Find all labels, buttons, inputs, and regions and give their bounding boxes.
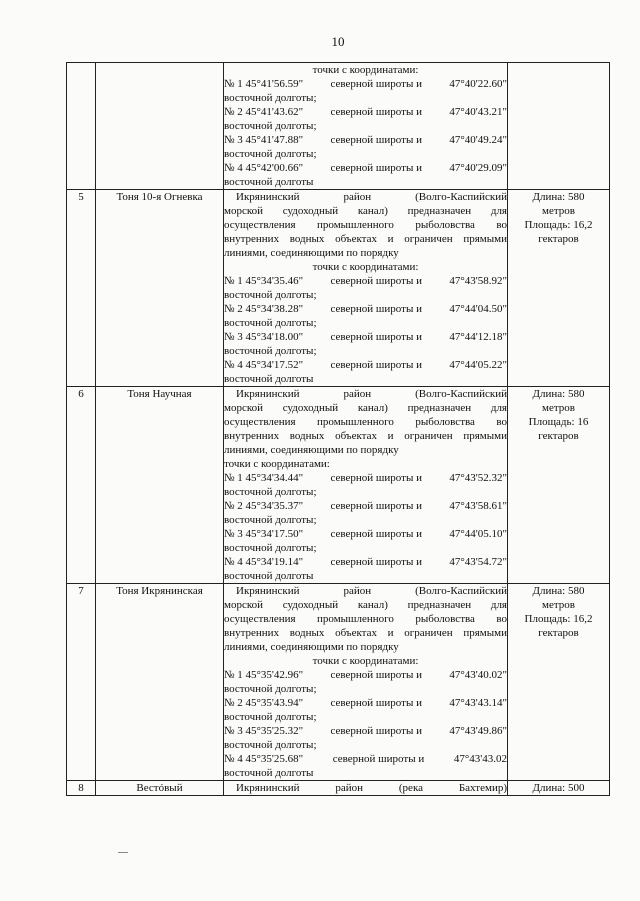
coordinate-lon: 47°44'12.18" <box>449 331 507 343</box>
coordinate-lon: 47°43'49.86" <box>449 725 507 737</box>
coordinate-lon: 47°43'43.14" <box>449 697 507 709</box>
coordinate-lon: 47°44'05.10" <box>449 528 507 540</box>
coordinate-tail: восточной долготы; <box>224 514 317 526</box>
coordinate-line <box>224 161 507 175</box>
size-area-unit: гектаров <box>538 233 579 245</box>
area-description-cell <box>224 190 508 387</box>
coordinate-tail: восточной долготы; <box>224 289 317 301</box>
area-name-cell: Тоня 10-я Огневка <box>96 190 224 387</box>
row-number-cell: 5 <box>67 190 96 387</box>
coordinate-line <box>224 555 507 569</box>
size-length: Длина: 580 <box>532 585 585 597</box>
coordinate-mid: северной широты и <box>330 472 422 484</box>
coordinate-line <box>224 302 507 316</box>
coordinate-label: № 4 45°34'17.52" <box>224 359 304 371</box>
coordinate-line <box>224 668 507 682</box>
description-body: морской судоходный канал) предназначен для осуществления промышленного рыболовства во внутренних водных объектах и ограничен прямыми линиями, соединяющими по порядку <box>224 599 507 653</box>
points-header: точки с координатами: <box>312 655 419 667</box>
coordinate-tail: восточной долготы; <box>224 739 317 751</box>
coordinate-line <box>224 499 507 513</box>
table-row <box>67 387 610 584</box>
coordinate-label: № 1 45°35'42.96" <box>224 669 304 681</box>
coordinate-tail: восточной долготы; <box>224 486 317 498</box>
coordinate-lon: 47°40'43.21" <box>449 106 507 118</box>
coordinate-list <box>224 471 507 583</box>
coordinate-line <box>224 527 507 541</box>
area-size-cell <box>508 387 610 584</box>
coordinate-mid: северной широты и <box>330 134 422 146</box>
coordinate-mid: северной широты и <box>330 162 422 174</box>
fishing-areas-table <box>66 62 610 796</box>
size-area-unit: гектаров <box>538 627 579 639</box>
coordinate-mid: северной широты и <box>330 359 422 371</box>
coordinate-tail: восточной долготы; <box>224 711 317 723</box>
coordinate-line <box>224 133 507 147</box>
coordinate-mid: северной широты и <box>330 725 422 737</box>
size-length-unit: метров <box>542 205 575 217</box>
table-row <box>67 781 610 796</box>
coordinate-line <box>224 724 507 738</box>
coordinate-lon: 47°43'40.02" <box>449 669 507 681</box>
coordinate-lon: 47°43'54.72" <box>449 556 507 568</box>
coordinate-mid: северной широты и <box>330 528 422 540</box>
area-size-cell: Длина: 500 <box>508 781 610 796</box>
description-lead: Икрянинский район (Волго-Каспийский <box>236 388 507 400</box>
area-description-cell <box>224 63 508 190</box>
coordinate-mid: северной широты и <box>330 106 422 118</box>
coordinate-list <box>224 668 507 780</box>
area-description-cell <box>224 584 508 781</box>
coordinate-label: № 4 45°42'00.66" <box>224 162 304 174</box>
coordinate-line <box>224 77 507 91</box>
coordinate-mid: северной широты и <box>330 303 422 315</box>
size-area: Площадь: 16,2 <box>524 613 593 625</box>
coordinate-lon: 47°40'49.24" <box>449 134 507 146</box>
coordinate-lon: 47°43'52.32" <box>449 472 507 484</box>
size-area: Площадь: 16,2 <box>524 219 593 231</box>
coordinate-tail: восточной долготы; <box>224 148 317 160</box>
coordinate-line <box>224 471 507 485</box>
coordinate-tail: восточной долготы <box>224 767 314 779</box>
coordinate-lon: 47°44'04.50" <box>449 303 507 315</box>
table-row <box>67 190 610 387</box>
coordinate-mid: северной широты и <box>330 556 422 568</box>
points-header: точки с координатами: <box>312 64 419 76</box>
size-length: Длина: 580 <box>532 191 585 203</box>
coordinate-tail: восточной долготы; <box>224 317 317 329</box>
coordinate-lon: 47°40'22.60" <box>449 78 507 90</box>
area-name-cell <box>96 63 224 190</box>
coordinate-tail: восточной долготы; <box>224 345 317 357</box>
area-size-cell <box>508 63 610 190</box>
coordinate-mid: северной широты и <box>330 275 422 287</box>
size-area-unit: гектаров <box>538 430 579 442</box>
coordinate-mid: северной широты и <box>330 331 422 343</box>
coordinate-label: № 4 45°34'19.14" <box>224 556 304 568</box>
page-number: 10 <box>331 34 345 49</box>
size-length: Длина: 580 <box>532 388 585 400</box>
description-body: морской судоходный канал) предназначен для осуществления промышленного рыболовства во внутренних водных объектах и ограничен прямыми линиями, соединяющими по порядку <box>224 205 507 259</box>
coordinate-tail: восточной долготы; <box>224 542 317 554</box>
area-size-cell <box>508 190 610 387</box>
coordinate-line <box>224 358 507 372</box>
coordinate-tail: восточной долготы; <box>224 92 317 104</box>
coordinate-label: № 3 45°34'17.50" <box>224 528 304 540</box>
coordinate-tail: восточной долготы <box>224 570 314 582</box>
coordinate-line <box>224 752 507 766</box>
coordinate-label: № 2 45°35'43.94" <box>224 697 304 709</box>
row-number-cell: 8 <box>67 781 96 796</box>
coordinate-mid: северной широты и <box>330 697 422 709</box>
coordinate-lon: 47°43'58.61" <box>449 500 507 512</box>
table-row-continuation <box>67 63 610 190</box>
coordinate-lon: 47°44'05.22" <box>449 359 507 371</box>
row-number-cell: 7 <box>67 584 96 781</box>
coordinate-label: № 3 45°34'18.00" <box>224 331 304 343</box>
coordinate-list <box>224 77 507 189</box>
coordinate-line <box>224 105 507 119</box>
coordinate-mid: северной широты и <box>330 669 422 681</box>
coordinate-line <box>224 274 507 288</box>
coordinate-tail: восточной долготы; <box>224 120 317 132</box>
area-description-cell <box>224 781 508 796</box>
coordinate-label: № 2 45°34'38.28" <box>224 303 304 315</box>
coordinate-mid: северной широты и <box>332 753 425 765</box>
coordinate-line <box>224 330 507 344</box>
size-length-unit: метров <box>542 599 575 611</box>
points-header: точки с координатами: <box>224 458 330 470</box>
row-number-cell <box>67 63 96 190</box>
coordinate-label: № 4 45°35'25.68" <box>224 753 304 765</box>
description-lead: Икрянинский район (Волго-Каспийский <box>236 585 507 597</box>
area-description-cell <box>224 387 508 584</box>
coordinate-tail: восточной долготы; <box>224 683 317 695</box>
coordinate-label: № 3 45°35'25.32" <box>224 725 304 737</box>
coordinate-tail: восточной долготы <box>224 176 314 188</box>
table-row <box>67 584 610 781</box>
coordinate-tail: восточной долготы <box>224 373 314 385</box>
coordinate-label: № 1 45°41'56.59" <box>224 78 304 90</box>
coordinate-label: № 2 45°34'35.37" <box>224 500 304 512</box>
coordinate-label: № 3 45°41'47.88" <box>224 134 304 146</box>
description-body: морской судоходный канал) предназначен для осуществления промышленного рыболовства во внутренних водных объектах и ограничен прямыми линиями, соединяющими по порядку <box>224 402 507 456</box>
coordinate-lon: 47°40'29.09" <box>449 162 507 174</box>
area-name-cell: Тоня Научная <box>96 387 224 584</box>
description-lead: Икрянинский район (Волго-Каспийский <box>236 191 507 203</box>
coordinate-label: № 1 45°34'34.44" <box>224 472 304 484</box>
description-lead: Икрянинский район (река Бахтемир) <box>236 782 507 794</box>
coordinate-list <box>224 274 507 386</box>
row-number-cell: 6 <box>67 387 96 584</box>
coordinate-mid: северной широты и <box>330 78 422 90</box>
points-header: точки с координатами: <box>312 261 419 273</box>
coordinate-lon: 47°43'43.02 <box>453 753 507 765</box>
area-name-cell: Вестóвый <box>96 781 224 796</box>
coordinate-lon: 47°43'58.92" <box>449 275 507 287</box>
area-size-cell <box>508 584 610 781</box>
scan-artifact <box>118 852 128 855</box>
coordinate-line <box>224 696 507 710</box>
size-length-unit: метров <box>542 402 575 414</box>
coordinate-label: № 1 45°34'35.46" <box>224 275 304 287</box>
coordinate-label: № 2 45°41'43.62" <box>224 106 304 118</box>
area-name-cell: Тоня Икрянинская <box>96 584 224 781</box>
coordinate-mid: северной широты и <box>330 500 422 512</box>
size-area: Площадь: 16 <box>528 416 589 428</box>
